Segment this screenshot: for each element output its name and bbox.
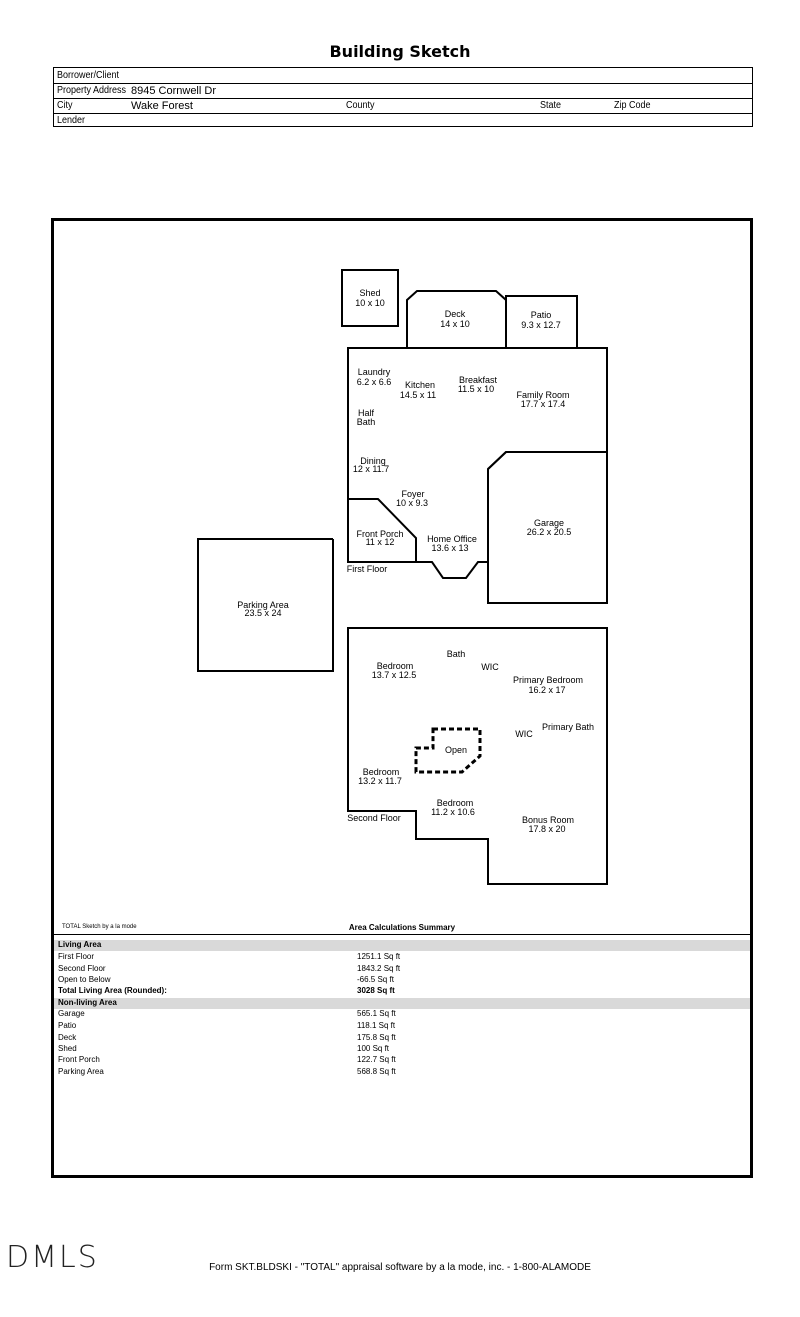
shed-label: Shed [359, 288, 381, 298]
footer-text: Form SKT.BLDSKI - "TOTAL" appraisal software by a la mode, inc. - 1-800-ALAMODE [209, 1262, 591, 1273]
bedroom-3-label: Bedroom [436, 798, 474, 808]
primary-bedroom-label: Primary Bedroom [512, 675, 584, 685]
garage-dim: 26.2 x 20.5 [526, 527, 572, 537]
front-porch-label: Front Porch [356, 529, 404, 539]
primary-bath-label: Primary Bath [541, 722, 595, 732]
deck-dim: 14 x 10 [440, 319, 470, 329]
row-value: 100 Sq ft [357, 1044, 390, 1053]
row-value: 1843.2 Sq ft [357, 964, 401, 973]
row-value: 122.7 Sq ft [357, 1055, 396, 1064]
foyer-dim: 10 x 9.3 [395, 498, 429, 508]
total-label: Total Living Area (Rounded): [58, 986, 167, 995]
bonus-room-label: Bonus Room [521, 815, 575, 825]
row-value: 175.8 Sq ft [357, 1033, 396, 1042]
laundry-label: Laundry [357, 367, 391, 377]
bath-label: Bath [446, 649, 466, 659]
living-area-heading: Living Area [58, 940, 102, 949]
second-floor-label: Second Floor [347, 813, 401, 823]
garage-label: Garage [533, 518, 565, 528]
row-value: 118.1 Sq ft [357, 1021, 396, 1030]
total-living-row [54, 986, 750, 997]
dining-label: Dining [360, 456, 386, 466]
half-bath-label: Half [357, 408, 375, 418]
row-name: Second Floor [58, 964, 106, 973]
bedroom-3-dim: 11.2 x 10.6 [431, 807, 475, 817]
dining-dim: 12 x 11.7 [352, 464, 390, 474]
first-floor-label: First Floor [346, 564, 388, 574]
row-name: Patio [58, 1021, 77, 1030]
row-name: Front Porch [58, 1055, 100, 1064]
family-room-label: Family Room [516, 390, 570, 400]
row-value: -66.5 Sq ft [357, 975, 394, 984]
foyer-label: Foyer [401, 489, 425, 499]
shed-dim: 10 x 10 [355, 298, 385, 308]
total-value: 3028 Sq ft [357, 986, 395, 995]
table-row [54, 952, 750, 963]
mls-logo: DMLS [6, 1240, 99, 1275]
page-title: Building Sketch [329, 42, 471, 61]
home-office-dim: 13.6 x 13 [431, 543, 469, 553]
row-value: 1251.1 Sq ft [357, 952, 401, 961]
nonliving-area-header [54, 998, 750, 1009]
lender-label: Lender [57, 115, 86, 126]
table-row [54, 1009, 750, 1020]
software-note: TOTAL Sketch by a la mode [62, 924, 137, 930]
laundry-dim: 6.2 x 6.6 [356, 377, 392, 387]
table-row [54, 1055, 750, 1066]
row-name: First Floor [58, 952, 94, 961]
breakfast-label: Breakfast [458, 375, 498, 385]
city-value: Wake Forest [131, 100, 193, 112]
row-name: Garage [58, 1009, 85, 1018]
wic-2-label: WIC [515, 729, 533, 739]
row-value: 565.1 Sq ft [357, 1009, 396, 1018]
front-porch-dim: 11 x 12 [365, 537, 395, 547]
family-room-dim: 17.7 x 17.4 [520, 399, 566, 409]
bedroom-2-label: Bedroom [362, 767, 400, 777]
wic-1-label: WIC [481, 662, 499, 672]
home-office-label: Home Office [427, 534, 477, 544]
patio-dim: 9.3 x 12.7 [521, 320, 561, 330]
bonus-room-dim: 17.8 x 20 [528, 824, 566, 834]
table-row [54, 1044, 750, 1055]
living-area-header [54, 940, 750, 951]
breakfast-dim: 11.5 x 10 [457, 384, 495, 394]
row-name: Parking Area [58, 1067, 104, 1076]
row-name: Deck [58, 1033, 77, 1042]
half-bath-label-2: Bath [356, 417, 376, 427]
table-row [54, 1033, 750, 1044]
summary-title: Area Calculations Summary [348, 923, 456, 932]
property-label: Property Address [57, 85, 127, 96]
primary-bedroom-dim: 16.2 x 17 [528, 685, 566, 695]
kitchen-dim: 14.5 x 11 [399, 390, 437, 400]
property-value: 8945 Cornwell Dr [131, 85, 216, 97]
nonliving-area-heading: Non-living Area [58, 998, 117, 1007]
parking-label: Parking Area [237, 600, 289, 610]
borrower-label: Borrower/Client [57, 70, 120, 81]
patio-label: Patio [530, 310, 552, 320]
deck-label: Deck [444, 309, 466, 319]
zip-label: Zip Code [614, 100, 651, 111]
bedroom-2-dim: 13.2 x 11.7 [358, 776, 402, 786]
bedroom-1-dim: 13.7 x 12.5 [371, 670, 417, 680]
county-label: County [346, 100, 375, 111]
table-row [54, 975, 750, 986]
city-label: City [57, 100, 73, 111]
row-name: Open to Below [58, 975, 111, 984]
kitchen-label: Kitchen [404, 380, 436, 390]
open-label: Open [444, 745, 468, 755]
table-row [54, 1021, 750, 1032]
summary-divider [53, 934, 751, 935]
bedroom-1-label: Bedroom [376, 661, 414, 671]
table-row [54, 964, 750, 975]
row-value: 568.8 Sq ft [357, 1067, 396, 1076]
table-row [54, 1067, 750, 1078]
parking-dim: 23.5 x 24 [244, 608, 282, 618]
row-name: Shed [58, 1044, 77, 1053]
state-label: State [540, 100, 562, 111]
